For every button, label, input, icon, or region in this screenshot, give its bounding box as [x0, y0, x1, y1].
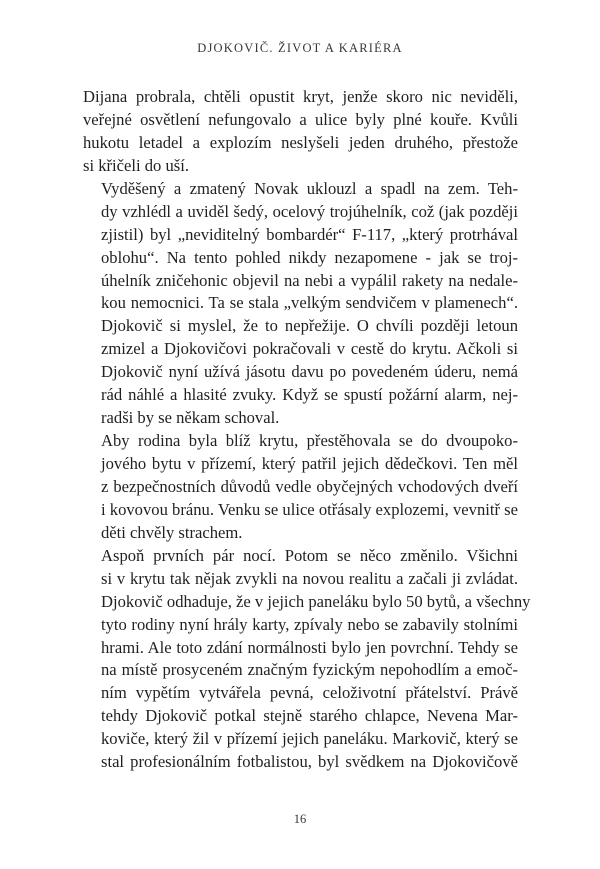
- text-line: si křičeli do uší.: [83, 155, 190, 175]
- paragraph-4: [83, 545, 531, 774]
- text-line: radši by se někam schoval.: [101, 408, 280, 428]
- text-line: i kovovou bránu. Venku se ulice otřásaly explozemi, vevnitř se: [101, 499, 518, 519]
- text-line: Vyděšený a zmatený Novak uklouzl a spadl na zem. Teh-: [101, 178, 518, 198]
- text-line: si v krytu tak nějak zvykli na novou realitu a začali ji zvládat.: [101, 568, 518, 588]
- text-line: hukotu letadel a explozím neslyšeli jeden druhého, přestože: [83, 132, 518, 152]
- text-line: tyto rodiny nyní hrály karty, zpívaly nebo se zabavily stolními: [101, 614, 518, 634]
- text-line: oblohu“. Na tento pohled nikdy nezapomene - jak se troj-: [101, 247, 518, 267]
- text-line: Djokovič nyní užívá jásotu davu po povedeném úderu, nemá: [101, 362, 518, 382]
- text-line: Djokovič si myslel, že to nepřežije. O chvíli později letoun: [101, 316, 518, 336]
- text-line: na místě prosyceném značným fyzickým nepohodlím a emoč-: [101, 660, 518, 680]
- text-line: rád náhlé a hlasité zvuky. Když se spustí požární alarm, nej-: [101, 385, 518, 405]
- page-number: 16: [293, 812, 307, 826]
- text-line: Aspoň prvních pár nocí. Potom se něco změnilo. Všichni: [101, 545, 518, 565]
- text-line: hrami. Ale toto zdání normálnosti bylo jen povrchní. Tehdy se: [101, 637, 518, 657]
- text-line: ním vypětím vytvářela pevná, celoživotní přátelství. Právě: [101, 683, 518, 703]
- text-line: jového bytu v přízemí, který patřil jejich dědečkovi. Ten měl: [101, 454, 518, 473]
- paragraph-2: [83, 178, 518, 430]
- text-line: úhelník zničehonic objevil na nebi a vypálil rakety na nedale-: [101, 270, 518, 290]
- text-line: Djokovič odhaduje, že v jejich paneláku bylo 50 bytů, a všechny: [101, 591, 531, 611]
- text-line: zjistil) byl „neviditelný bombardér“ F-117, „který protrhával: [101, 224, 518, 244]
- paragraph-3: [83, 430, 518, 545]
- text-line: zmizel a Djokovičovi pokračovali v cestě do krytu. Ačkoli si: [101, 339, 518, 359]
- text-line: veřejné osvětlení nefungovalo a ulice byly plné kouře. Kvůli: [83, 109, 518, 129]
- running-head: DJOKOVIČ. ŽIVOT A KARIÉRA: [197, 41, 403, 55]
- text-line: tehdy Djokovič potkal stejně starého chlapce, Nevena Mar-: [101, 706, 518, 726]
- text-line: z bezpečnostních důvodů vedle obyčejných vchodových dveří: [101, 476, 518, 496]
- text-line: Dijana probrala, chtěli opustit kryt, jenže skoro nic neviděli,: [83, 87, 518, 106]
- text-line: koviče, který žil v přízemí jejich paneláku. Markovič, který se: [101, 729, 518, 749]
- text-line: dy vzhlédl a uviděl šedý, ocelový trojúhelník, což (jak později: [101, 201, 518, 221]
- text-line: Aby rodina byla blíž krytu, přestěhovala se do dvoupoko-: [101, 431, 518, 451]
- text-line: děti chvěly strachem.: [101, 522, 243, 542]
- text-line: stal profesionálním fotbalistou, byl svědkem na Djokovičově: [101, 752, 518, 772]
- text-line: kou nemocnici. Ta se stala „velkým sendvičem v plamenech“.: [101, 293, 518, 313]
- body-text: [83, 86, 531, 774]
- paragraph-1: [83, 86, 518, 178]
